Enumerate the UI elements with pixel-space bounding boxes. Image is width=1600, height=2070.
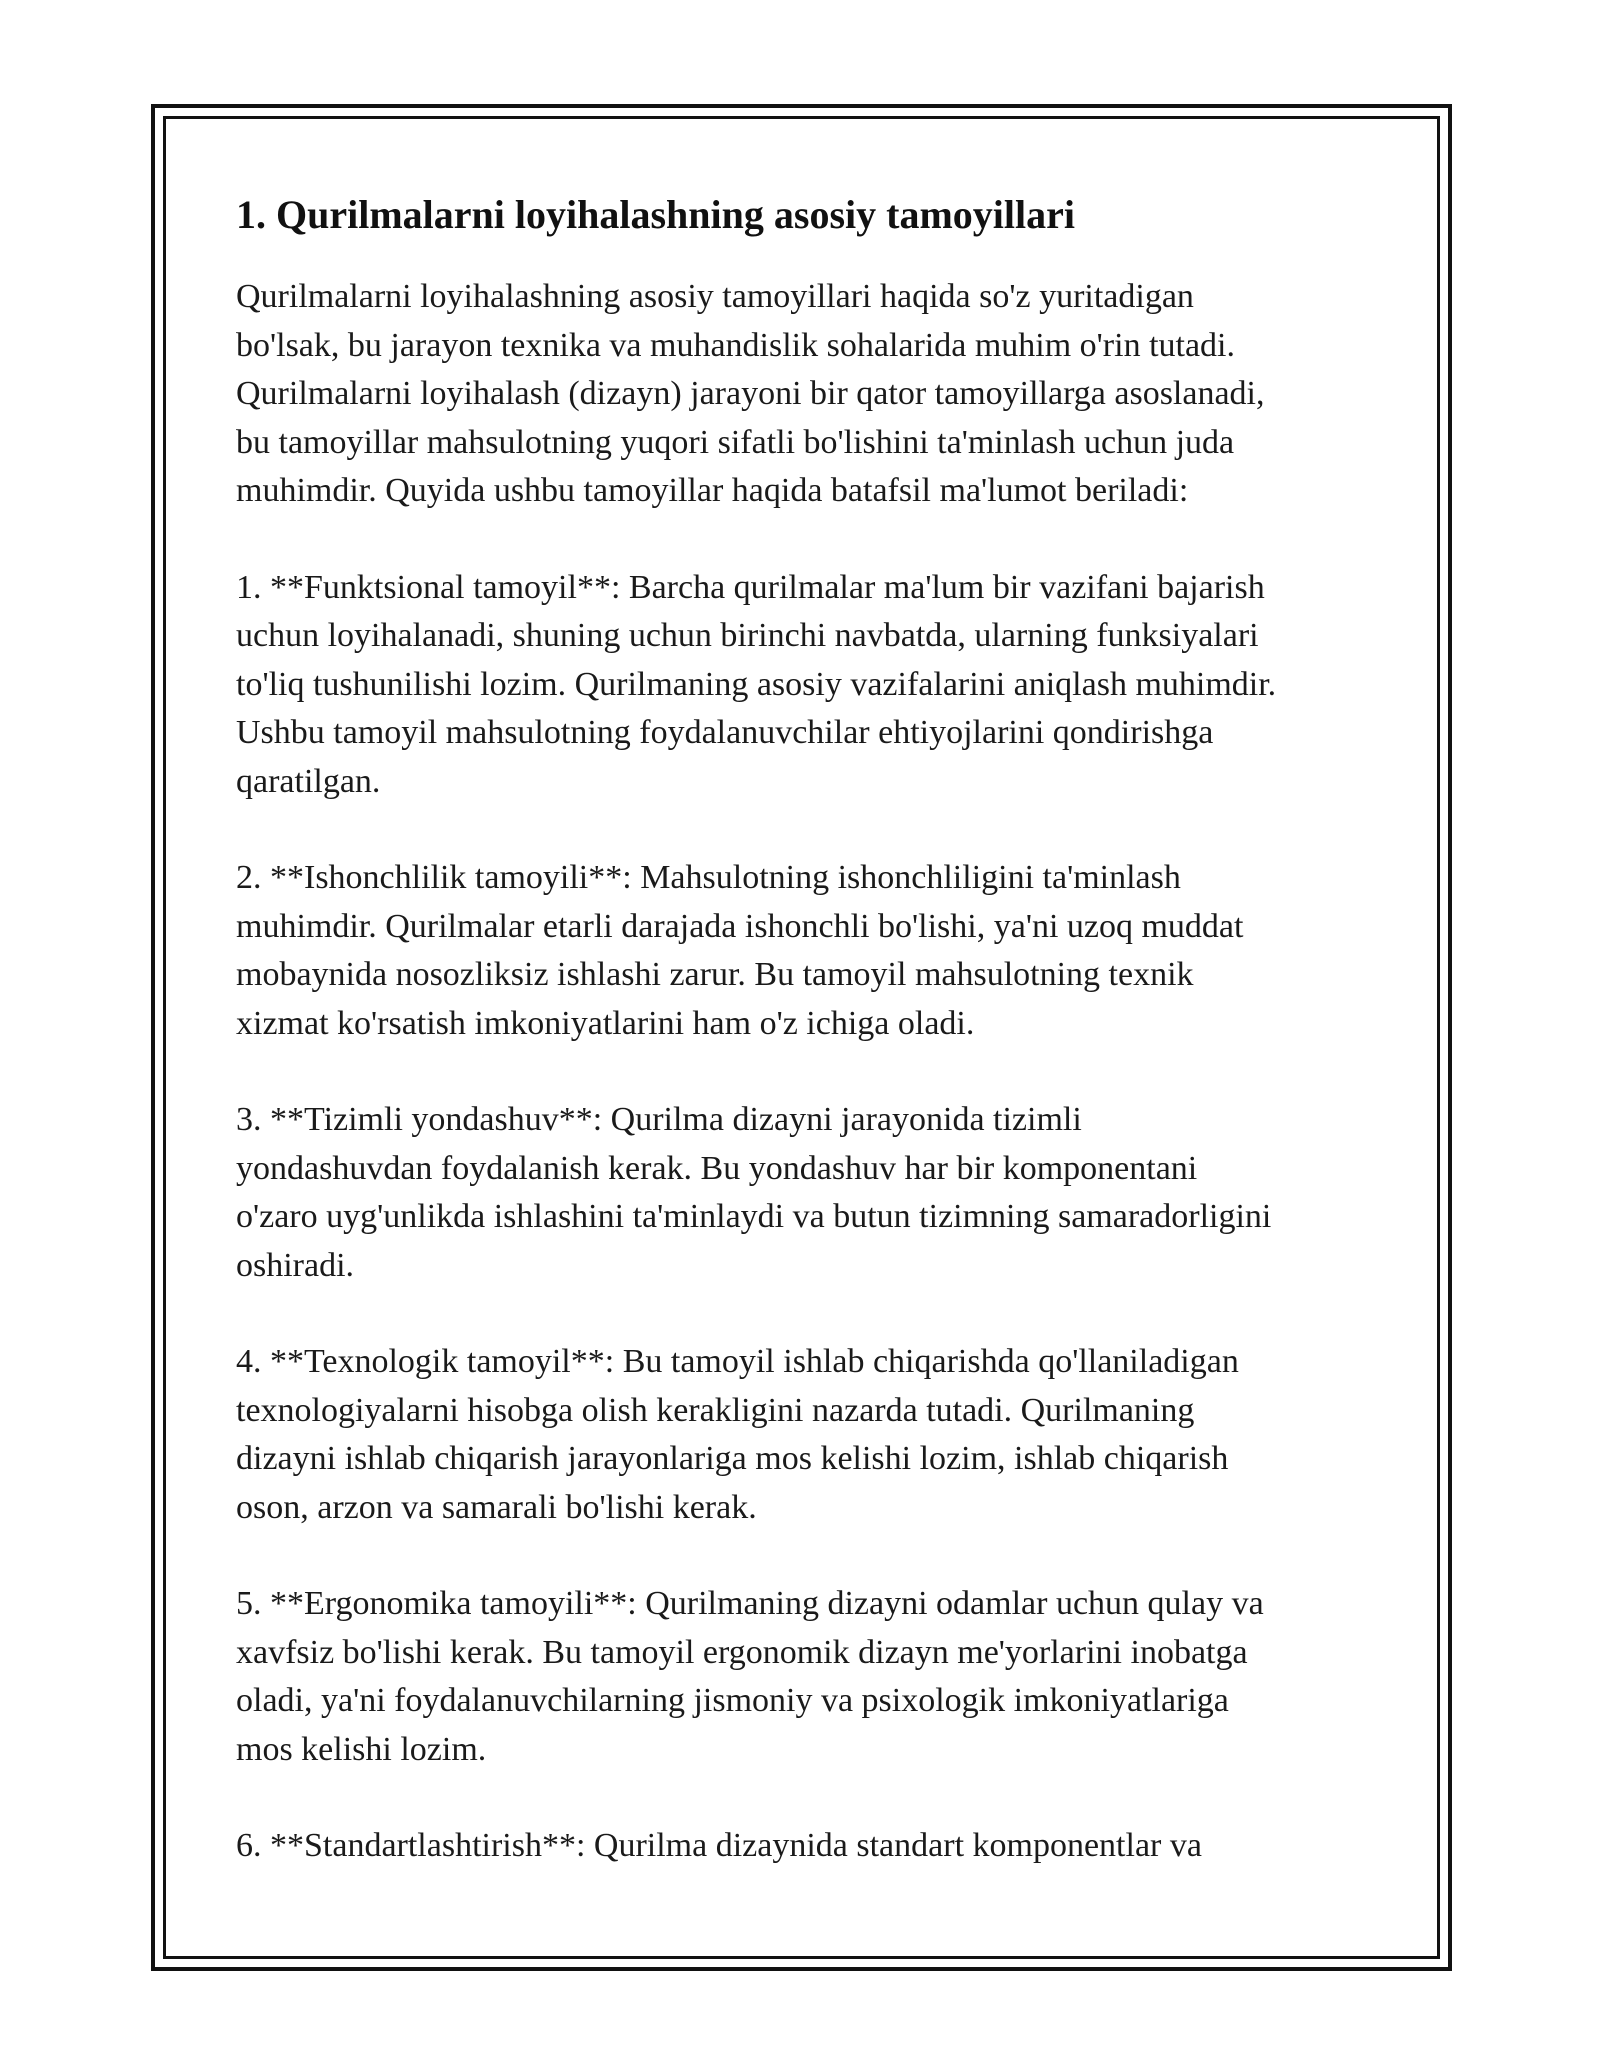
principle-paragraph-5 — [236, 1580, 1376, 1774]
principle-paragraph-3 — [236, 1096, 1376, 1290]
text-line: 6. **Standartlashtirish**: Qurilma dizaynida standart komponentlar va — [236, 1827, 1202, 1864]
text-line: mos kelishi lozim. — [236, 1730, 487, 1768]
principle-paragraph-1 — [236, 564, 1376, 807]
text-line: o'zaro uyg'unlikda ishlashini ta'minlaydi va butun tizimning samaradorligini — [236, 1198, 1272, 1235]
text-line: bo'lsak, bu jarayon texnika va muhandislik sohalarida muhim o'rin tutadi. — [236, 326, 1235, 364]
intro-paragraph — [236, 273, 1376, 516]
text-line: 5. **Ergonomika tamoyili**: Qurilmaning dizayni odamlar uchun qulay va — [236, 1585, 1264, 1622]
text-line: qaratilgan. — [236, 762, 381, 800]
text-line: oshiradi. — [236, 1246, 355, 1284]
text-line: uchun loyihalanadi, shuning uchun birinchi navbatda, ularning funksiyalari — [236, 617, 1259, 654]
text-line: Ushbu tamoyil mahsulotning foydalanuvchilar ehtiyojlarini qondirishga — [236, 714, 1214, 751]
section-heading: 1. Qurilmalarni loyihalashning asosiy tamoyillari — [236, 192, 1075, 237]
principle-paragraph-2 — [236, 854, 1376, 1048]
principle-paragraph-4 — [236, 1338, 1376, 1532]
principle-paragraph-6 — [236, 1822, 1376, 1871]
text-line: Qurilmalarni loyihalash (dizayn) jarayoni bir qator tamoyillarga asoslanadi, — [236, 375, 1265, 412]
text-line: xizmat ko'rsatish imkoniyatlarini ham o'z ichiga oladi. — [236, 1004, 975, 1042]
text-line: mobaynida nosozliksiz ishlashi zarur. Bu tamoyil mahsulotning texnik — [236, 956, 1194, 993]
text-line: Qurilmalarni loyihalashning asosiy tamoyillari haqida so'z yuritadigan — [236, 278, 1194, 315]
text-line: dizayni ishlab chiqarish jarayonlariga mos kelishi lozim, ishlab chiqarish — [236, 1440, 1229, 1477]
text-line: 3. **Tizimli yondashuv**: Qurilma dizayni jarayonida tizimli — [236, 1101, 1082, 1138]
text-line: 4. **Texnologik tamoyil**: Bu tamoyil ishlab chiqarishda qo'llaniladigan — [236, 1343, 1239, 1380]
document-body — [236, 189, 1376, 1919]
text-line: bu tamoyillar mahsulotning yuqori sifatli bo'lishini ta'minlash uchun juda — [236, 423, 1235, 461]
text-line: muhimdir. Quyida ushbu tamoyillar haqida batafsil ma'lumot beriladi: — [236, 472, 1189, 509]
text-line: oladi, ya'ni foydalanuvchilarning jismoniy va psixologik imkoniyatlariga — [236, 1682, 1229, 1719]
text-line: 2. **Ishonchlilik tamoyili**: Mahsulotning ishonchliligini ta'minlash — [236, 859, 1181, 896]
text-line: texnologiyalarni hisobga olish kerakligini nazarda tutadi. Qurilmaning — [236, 1391, 1195, 1429]
text-line: muhimdir. Qurilmalar etarli darajada ishonchli bo'lishi, ya'ni uzoq muddat — [236, 907, 1244, 945]
text-line: 1. **Funktsional tamoyil**: Barcha qurilmalar ma'lum bir vazifani bajarish — [236, 568, 1265, 606]
text-line: yondashuvdan foydalanish kerak. Bu yondashuv har bir komponentani — [236, 1149, 1198, 1187]
text-line: to'liq tushunilishi lozim. Qurilmaning asosiy vazifalarini aniqlash muhimdir. — [236, 665, 1277, 703]
text-line: oson, arzon va samarali bo'lishi kerak. — [236, 1488, 757, 1526]
text-line: xavfsiz bo'lishi kerak. Bu tamoyil ergonomik dizayn me'yorlarini inobatga — [236, 1633, 1248, 1671]
